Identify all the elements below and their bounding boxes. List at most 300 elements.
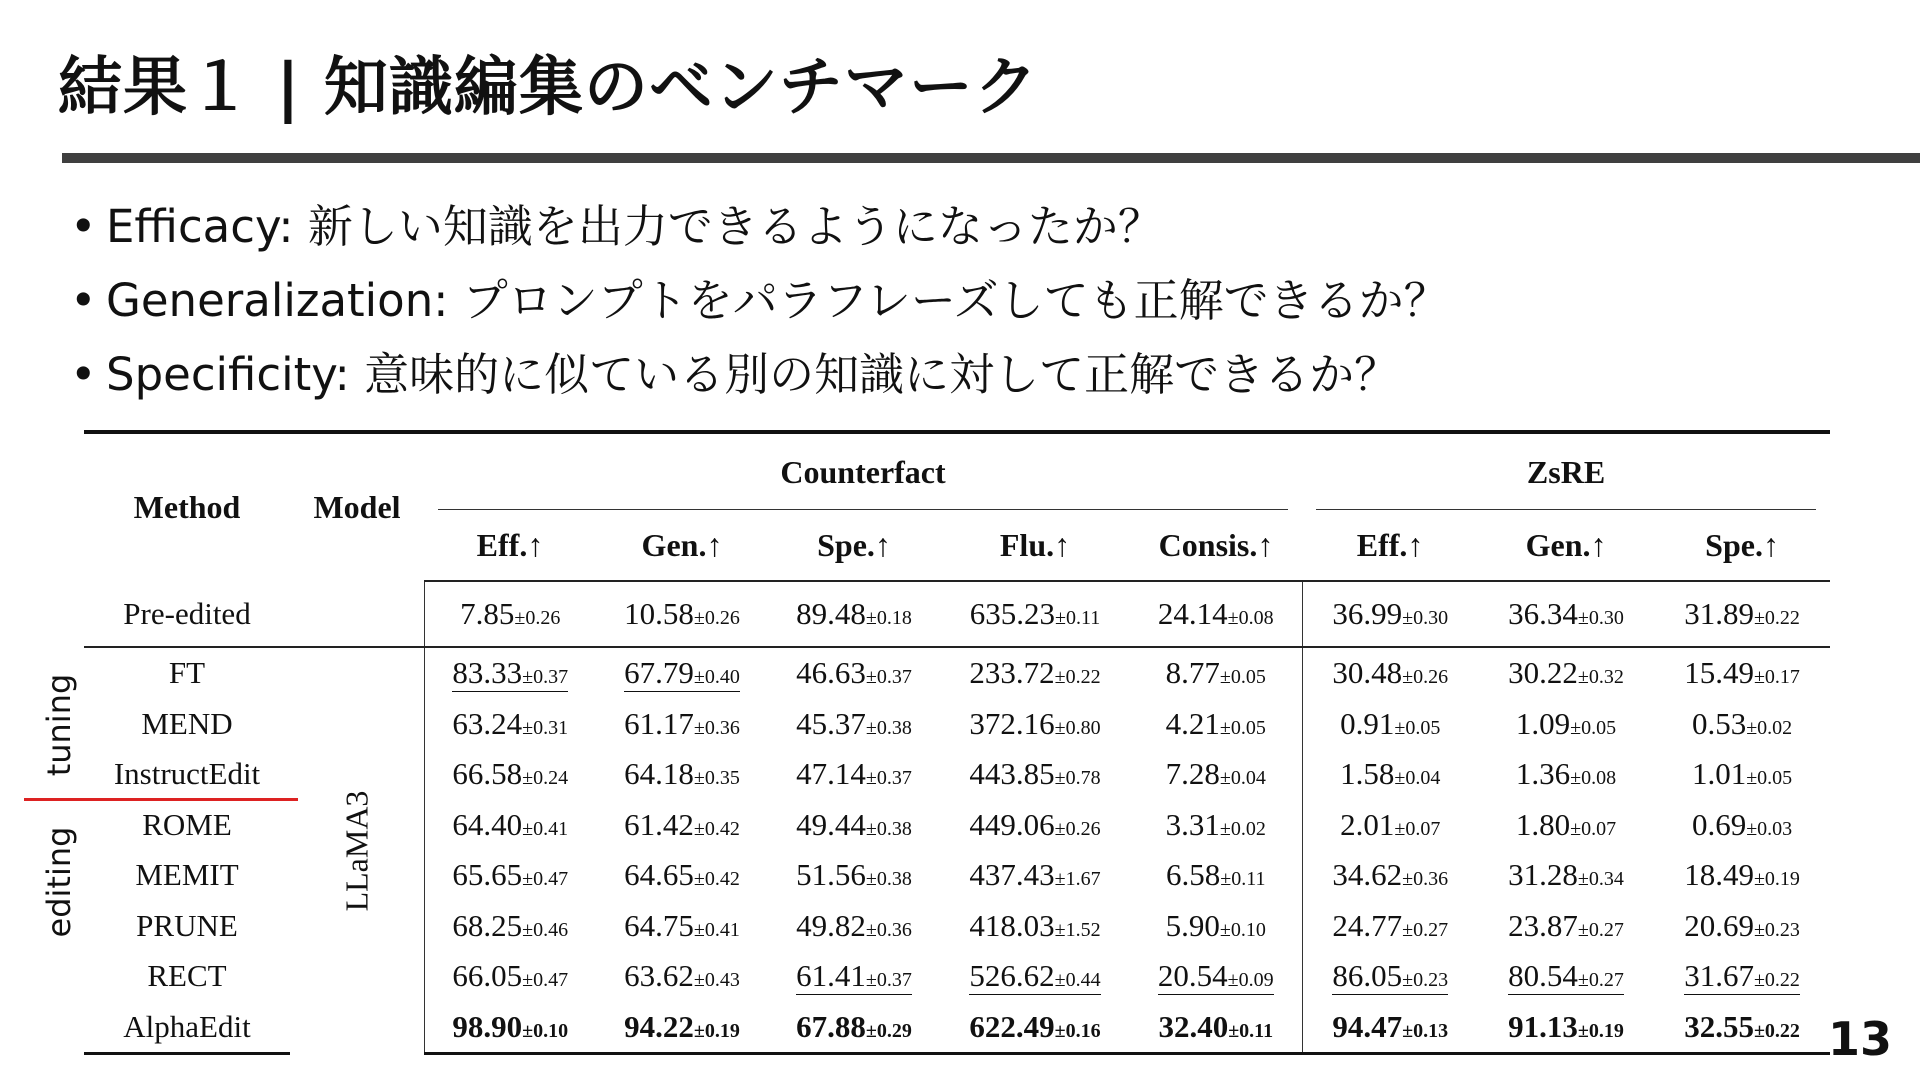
std-dev: ±0.16 — [1054, 1019, 1101, 1042]
value-wrap — [624, 807, 740, 842]
std-dev: ±0.80 — [1054, 716, 1101, 739]
value-cell — [768, 581, 940, 647]
std-dev: ±0.22 — [1054, 666, 1101, 689]
std-dev: ±0.05 — [1219, 666, 1266, 689]
metric-value: 0.69 — [1691, 806, 1747, 842]
value-cell — [424, 800, 596, 851]
value-wrap — [1332, 958, 1448, 995]
metric-value: 45.37 — [796, 705, 866, 741]
std-dev: ±0.37 — [522, 666, 569, 689]
metric-value: 3.31 — [1165, 806, 1220, 842]
std-dev: ±0.05 — [1219, 716, 1266, 739]
model-name: LLaMA3 — [338, 790, 375, 912]
std-dev: ±0.07 — [1394, 817, 1441, 840]
value-wrap — [1340, 807, 1440, 842]
value-cell — [424, 1002, 596, 1054]
std-dev: ±0.08 — [1227, 607, 1274, 629]
std-dev: ±0.30 — [1577, 607, 1624, 629]
metric-value: 98.90 — [452, 1008, 523, 1044]
value-cell — [768, 749, 940, 800]
value-cell — [1130, 951, 1302, 1002]
value-cell — [940, 647, 1130, 699]
value-cell — [596, 699, 768, 750]
metric-value: 7.28 — [1165, 756, 1220, 792]
value-cell — [1654, 850, 1830, 901]
header-cf-gen: Gen.↑ — [596, 510, 768, 581]
value-wrap — [1692, 756, 1792, 791]
results-table — [84, 430, 1830, 1055]
value-wrap — [452, 706, 568, 741]
value-cell — [596, 901, 768, 952]
metric-value: 67.88 — [796, 1008, 866, 1044]
value-wrap — [969, 1009, 1100, 1044]
header-cf-consis: Consis.↑ — [1130, 510, 1302, 581]
value-cell — [940, 850, 1130, 901]
metric-value: 1.58 — [1340, 756, 1395, 792]
std-dev: ±0.04 — [1219, 767, 1266, 790]
std-dev: ±0.32 — [1577, 666, 1624, 689]
value-cell — [1654, 699, 1830, 750]
metric-value: 51.56 — [796, 857, 866, 893]
std-dev: ±0.36 — [693, 716, 740, 739]
value-wrap — [624, 756, 740, 791]
value-wrap — [1166, 756, 1266, 791]
value-wrap — [1508, 1009, 1624, 1044]
metric-value: 65.65 — [452, 857, 523, 893]
metric-value: 91.13 — [1508, 1008, 1578, 1044]
value-wrap — [1684, 908, 1800, 943]
value-cell — [1130, 749, 1302, 800]
std-dev: ±0.05 — [1394, 716, 1441, 739]
value-cell — [940, 901, 1130, 952]
value-cell — [424, 581, 596, 647]
metric-value: 66.05 — [452, 958, 523, 994]
value-wrap — [1340, 756, 1440, 791]
metric-value: 61.41 — [796, 958, 866, 994]
value-cell — [424, 951, 596, 1002]
metric-value: 46.63 — [796, 655, 866, 691]
method-cell: MEND — [141, 705, 233, 741]
std-dev: ±0.09 — [1227, 969, 1274, 992]
metric-value: 94.47 — [1332, 1008, 1403, 1044]
value-cell — [768, 951, 940, 1002]
metric-value: 64.65 — [624, 857, 694, 893]
header-zsre-spe: Spe.↑ — [1654, 510, 1830, 581]
value-cell — [768, 699, 940, 750]
value-cell — [768, 1002, 940, 1054]
metric-value: 49.44 — [796, 806, 866, 842]
std-dev: ±0.27 — [1577, 918, 1624, 941]
table-row — [84, 581, 1830, 647]
value-wrap — [1684, 655, 1800, 690]
std-dev: ±0.44 — [1054, 969, 1101, 992]
bullet-dot: • — [70, 274, 97, 327]
value-wrap — [969, 857, 1100, 892]
std-dev: ±0.26 — [693, 607, 740, 629]
std-dev: ±0.43 — [693, 969, 740, 992]
std-dev: ±0.38 — [865, 716, 912, 739]
metric-value: 24.14 — [1157, 596, 1228, 631]
std-dev: ±0.11 — [1228, 1019, 1274, 1042]
value-wrap — [624, 857, 740, 892]
value-wrap — [452, 1009, 568, 1044]
value-wrap — [796, 756, 912, 791]
value-cell — [1302, 581, 1478, 647]
bullet-label: Generalization: — [106, 274, 449, 327]
header-zsre-eff: Eff.↑ — [1302, 510, 1478, 581]
header-zsre: ZsRE — [1302, 432, 1830, 510]
value-cell — [1478, 850, 1654, 901]
header-cf-eff: Eff.↑ — [424, 510, 596, 581]
value-cell — [940, 699, 1130, 750]
method-cell: ROME — [142, 806, 232, 842]
value-cell — [1654, 749, 1830, 800]
std-dev: ±0.31 — [522, 716, 569, 739]
value-cell — [424, 647, 596, 699]
std-dev: ±0.47 — [522, 969, 569, 992]
metric-value: 30.48 — [1332, 655, 1403, 691]
std-dev: ±0.18 — [865, 607, 912, 629]
value-cell — [596, 850, 768, 901]
metric-value: 6.58 — [1166, 857, 1221, 893]
std-dev: ±0.07 — [1570, 817, 1617, 840]
value-wrap — [1516, 807, 1616, 842]
value-cell — [1478, 699, 1654, 750]
metric-value: 32.55 — [1684, 1008, 1754, 1044]
value-cell — [1130, 901, 1302, 952]
metric-value: 1.01 — [1691, 756, 1747, 792]
std-dev: ±1.52 — [1054, 918, 1101, 941]
std-dev: ±0.78 — [1054, 767, 1101, 790]
value-wrap — [1158, 596, 1274, 631]
std-dev: ±0.37 — [865, 767, 912, 790]
metric-value: 233.72 — [969, 655, 1055, 691]
std-dev: ±0.03 — [1746, 817, 1793, 840]
value-wrap — [1332, 596, 1448, 631]
std-dev: ±0.46 — [522, 918, 569, 941]
bullet-text: プロンプトをパラフレーズしても正解できるか？ — [448, 274, 1449, 327]
value-wrap — [1516, 756, 1616, 791]
value-wrap — [1508, 655, 1624, 690]
value-wrap — [1508, 958, 1624, 995]
side-label-tuning: tuning — [40, 673, 78, 777]
std-dev: ±0.04 — [1394, 767, 1441, 790]
value-wrap — [452, 807, 568, 842]
value-wrap — [1340, 706, 1440, 741]
value-cell — [1130, 800, 1302, 851]
value-cell — [1302, 800, 1478, 851]
std-dev: ±0.11 — [1055, 607, 1101, 629]
std-dev: ±0.26 — [1402, 666, 1449, 689]
value-cell — [1654, 647, 1830, 699]
value-wrap — [1684, 1009, 1800, 1044]
value-wrap — [624, 706, 740, 741]
std-dev: ±0.41 — [693, 918, 740, 941]
value-wrap — [1332, 1009, 1448, 1044]
std-dev: ±0.27 — [1402, 918, 1449, 941]
bullet-dot: • — [70, 200, 97, 253]
value-wrap — [624, 908, 740, 943]
metric-value: 36.34 — [1508, 596, 1578, 631]
metric-value: 1.09 — [1515, 705, 1571, 741]
value-wrap — [452, 655, 568, 692]
model-cell-empty — [290, 581, 424, 647]
std-dev: ±0.26 — [1054, 817, 1101, 840]
metric-value: 24.77 — [1332, 907, 1403, 943]
std-dev: ±0.36 — [1402, 868, 1449, 891]
metric-value: 31.28 — [1508, 857, 1578, 893]
std-dev: ±0.08 — [1570, 767, 1617, 790]
value-cell — [596, 647, 768, 699]
value-wrap — [1684, 857, 1800, 892]
value-cell — [940, 951, 1130, 1002]
value-wrap — [970, 596, 1100, 631]
value-cell — [1654, 1002, 1830, 1054]
value-wrap — [1158, 958, 1274, 995]
results-table-body — [84, 581, 1830, 1054]
std-dev: ±1.67 — [1054, 868, 1101, 891]
std-dev: ±0.24 — [522, 767, 569, 790]
metric-value: 86.05 — [1332, 958, 1403, 994]
method-cell: InstructEdit — [113, 756, 261, 792]
value-cell — [1302, 850, 1478, 901]
bullet-text: 新しい知識を出力できるようになったか？ — [293, 200, 1163, 253]
value-wrap — [796, 1009, 912, 1044]
header-cf-spe: Spe.↑ — [768, 510, 940, 581]
metric-value: 63.62 — [624, 958, 694, 994]
std-dev: ±0.38 — [865, 817, 912, 840]
value-wrap — [1692, 706, 1792, 741]
value-wrap — [796, 958, 912, 995]
metric-value: 66.58 — [452, 756, 523, 792]
metric-value: 526.62 — [969, 958, 1055, 994]
value-cell — [768, 647, 940, 699]
std-dev: ±0.47 — [522, 868, 569, 891]
value-cell — [424, 850, 596, 901]
header-method: Method — [84, 432, 290, 581]
std-dev: ±0.23 — [1753, 918, 1800, 941]
value-wrap — [1158, 1009, 1273, 1044]
std-dev: ±0.19 — [1753, 868, 1800, 891]
metric-value: 23.87 — [1508, 907, 1578, 943]
metric-value: 67.79 — [624, 655, 694, 691]
value-wrap — [460, 596, 560, 631]
header-model: Model — [290, 432, 424, 581]
std-dev: ±0.05 — [1746, 767, 1793, 790]
value-cell — [1302, 1002, 1478, 1054]
value-cell — [424, 699, 596, 750]
value-cell — [424, 901, 596, 952]
value-cell — [1478, 749, 1654, 800]
value-cell — [768, 800, 940, 851]
value-cell — [596, 800, 768, 851]
value-cell — [1302, 647, 1478, 699]
metric-value: 20.69 — [1684, 907, 1754, 943]
value-cell — [768, 850, 940, 901]
value-cell — [1130, 699, 1302, 750]
value-cell — [596, 581, 768, 647]
value-cell — [1302, 901, 1478, 952]
value-cell — [1478, 951, 1654, 1002]
value-wrap — [969, 756, 1100, 791]
metric-value: 1.80 — [1515, 806, 1571, 842]
value-cell — [1130, 647, 1302, 699]
metric-value: 443.85 — [969, 756, 1055, 792]
std-dev: ±0.22 — [1753, 969, 1800, 992]
value-cell — [1654, 951, 1830, 1002]
value-cell — [596, 951, 768, 1002]
metric-value: 0.91 — [1340, 705, 1395, 741]
metric-value: 0.53 — [1691, 705, 1747, 741]
std-dev: ±0.42 — [693, 868, 740, 891]
value-wrap — [624, 1009, 740, 1044]
header-counterfact: Counterfact — [424, 432, 1302, 510]
method-cell: FT — [168, 655, 206, 691]
value-wrap — [796, 706, 912, 741]
value-cell — [1130, 581, 1302, 647]
page-number: 13 — [1827, 1012, 1892, 1066]
value-wrap — [796, 596, 912, 631]
std-dev: ±0.34 — [1577, 868, 1624, 891]
value-cell — [1130, 850, 1302, 901]
value-wrap — [969, 655, 1100, 690]
value-wrap — [969, 908, 1100, 943]
value-wrap — [1166, 655, 1266, 690]
metric-value: 61.42 — [624, 806, 694, 842]
slide-title: 結果１ | 知識編集のベンチマーク — [58, 51, 1039, 125]
value-wrap — [624, 596, 740, 631]
metric-value: 36.99 — [1332, 596, 1403, 631]
value-cell — [768, 901, 940, 952]
std-dev: ±0.02 — [1746, 716, 1793, 739]
value-wrap — [1166, 857, 1265, 892]
metric-value: 68.25 — [452, 907, 523, 943]
std-dev: ±0.10 — [522, 1019, 569, 1042]
header-cf-flu: Flu.↑ — [940, 510, 1130, 581]
metric-value: 64.18 — [624, 756, 694, 792]
bullet-list — [70, 190, 1449, 412]
value-cell — [1654, 800, 1830, 851]
value-cell — [940, 581, 1130, 647]
metric-value: 2.01 — [1340, 806, 1395, 842]
bullet-label: Efficacy: — [106, 200, 294, 253]
value-cell — [1130, 1002, 1302, 1054]
metric-value: 372.16 — [969, 705, 1055, 741]
method-cell: AlphaEdit — [84, 1002, 290, 1054]
value-cell — [1302, 699, 1478, 750]
std-dev: ±0.19 — [693, 1019, 740, 1042]
table-row — [84, 647, 1830, 699]
metric-value: 15.49 — [1684, 655, 1754, 691]
metric-value: 80.54 — [1508, 958, 1578, 994]
value-cell — [940, 1002, 1130, 1054]
value-wrap — [796, 655, 912, 690]
std-dev: ±0.30 — [1402, 607, 1449, 629]
method-cell: MEMIT — [135, 857, 239, 893]
metric-value: 18.49 — [1684, 857, 1754, 893]
method-cell: PRUNE — [136, 907, 238, 943]
std-dev: ±0.11 — [1220, 868, 1266, 891]
metric-value: 20.54 — [1157, 958, 1228, 994]
metric-value: 32.40 — [1158, 1008, 1229, 1044]
bullet-label: Specificity: — [106, 348, 350, 401]
std-dev: ±0.38 — [865, 868, 912, 891]
metric-value: 30.22 — [1508, 655, 1578, 691]
metric-value: 5.90 — [1165, 907, 1220, 943]
metric-value: 61.17 — [624, 705, 694, 741]
metric-value: 63.24 — [452, 705, 523, 741]
std-dev: ±0.42 — [693, 817, 740, 840]
value-cell — [1478, 901, 1654, 952]
value-wrap — [969, 706, 1100, 741]
std-dev: ±0.10 — [1219, 918, 1266, 941]
std-dev: ±0.37 — [865, 969, 912, 992]
value-wrap — [1166, 706, 1266, 741]
std-dev: ±0.22 — [1753, 607, 1800, 629]
std-dev: ±0.13 — [1402, 1019, 1449, 1042]
std-dev: ±0.23 — [1402, 969, 1449, 992]
bullet-text: 意味的に似ている別の知識に対して正解できるか？ — [349, 348, 1400, 401]
value-wrap — [452, 958, 568, 993]
value-wrap — [796, 857, 912, 892]
metric-value: 449.06 — [969, 806, 1055, 842]
value-wrap — [1508, 908, 1624, 943]
std-dev: ±0.27 — [1577, 969, 1624, 992]
std-dev: ±0.36 — [865, 918, 912, 941]
std-dev: ±0.37 — [865, 666, 912, 689]
results-table-container — [84, 430, 1830, 1055]
value-cell — [596, 749, 768, 800]
value-wrap — [1332, 655, 1448, 690]
value-wrap — [452, 756, 568, 791]
value-cell — [1654, 581, 1830, 647]
value-cell — [1478, 1002, 1654, 1054]
metric-value: 47.14 — [796, 756, 866, 792]
metric-value: 1.36 — [1515, 756, 1571, 792]
metric-value: 89.48 — [796, 596, 866, 631]
metric-value: 10.58 — [624, 596, 694, 631]
value-wrap — [1166, 908, 1266, 943]
metric-value: 64.75 — [624, 907, 694, 943]
value-cell — [940, 749, 1130, 800]
std-dev: ±0.26 — [514, 607, 561, 629]
metric-value: 34.62 — [1332, 857, 1403, 893]
value-cell — [940, 800, 1130, 851]
metric-value: 31.89 — [1684, 596, 1754, 631]
std-dev: ±0.02 — [1219, 817, 1266, 840]
metric-value: 94.22 — [624, 1008, 694, 1044]
method-cell: RECT — [147, 958, 227, 994]
tuning-editing-divider — [24, 798, 298, 801]
std-dev: ±0.35 — [693, 767, 740, 790]
bullet-dot: • — [70, 348, 97, 401]
value-cell — [596, 1002, 768, 1054]
std-dev: ±0.29 — [865, 1019, 912, 1042]
std-dev: ±0.40 — [693, 666, 740, 689]
value-cell — [1654, 901, 1830, 952]
value-wrap — [969, 807, 1100, 842]
bullet-generalization — [70, 264, 1449, 338]
metric-value: 622.49 — [969, 1008, 1055, 1044]
value-cell — [424, 749, 596, 800]
value-cell — [1302, 749, 1478, 800]
value-cell — [1478, 581, 1654, 647]
value-wrap — [1332, 857, 1448, 892]
value-wrap — [452, 908, 568, 943]
metric-value: 418.03 — [969, 907, 1055, 943]
metric-value: 64.40 — [452, 806, 523, 842]
bullet-efficacy — [70, 190, 1449, 264]
